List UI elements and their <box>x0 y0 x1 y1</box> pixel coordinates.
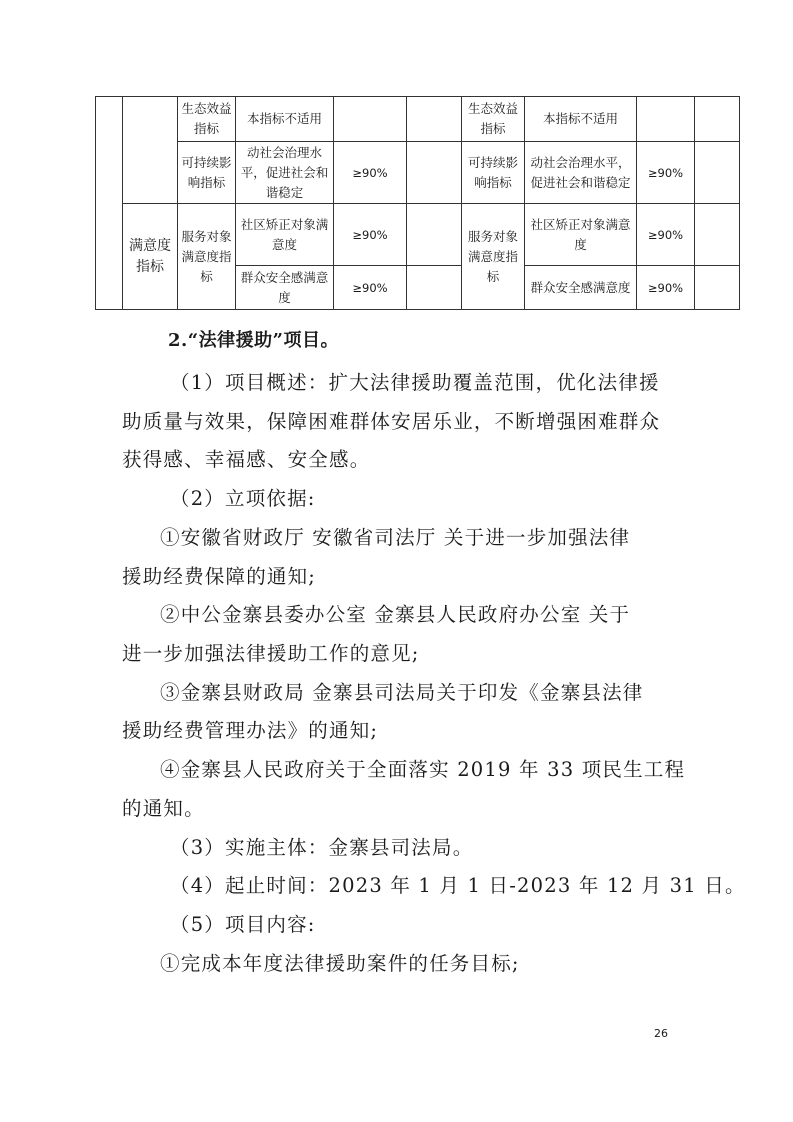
table-cell <box>407 204 462 266</box>
table-cell: 本指标不适用 <box>236 97 334 142</box>
paragraph-line: ①完成本年度法律援助案件的任务目标; <box>160 952 520 975</box>
paragraph-line: 的通知。 <box>122 797 205 820</box>
table-cell: ≥90% <box>334 142 407 204</box>
table-cell: 社区矫正对象满意度 <box>525 204 637 266</box>
indicator-table <box>95 96 740 310</box>
table-cell <box>695 204 740 266</box>
table-cell <box>695 266 740 310</box>
table-cell: 群众安全感满意度 <box>525 266 637 310</box>
table-cell <box>334 97 407 142</box>
table-cell <box>637 97 695 142</box>
paragraph-line: 助质量与效果，保障困难群体安居乐业，不断增强困难群众 <box>122 410 661 433</box>
table-row <box>96 204 740 266</box>
paragraph-line: 援助经费保障的通知; <box>122 565 317 588</box>
paragraph-line: ①安徽省财政厅 安徽省司法厅 关于进一步加强法律 <box>160 526 631 549</box>
table-cell: 动社会治理水平，促进社会和谐稳定 <box>236 142 334 204</box>
table-row <box>96 142 740 204</box>
paragraph-line: 获得感、幸福感、安全感。 <box>122 448 371 471</box>
paragraph-line: （4）起止时间：2023 年 1 月 1 日-2023 年 12 月 31 日。 <box>170 874 746 897</box>
table-cell <box>407 97 462 142</box>
paragraph-line: ②中公金寨县委办公室 金寨县人民政府办公室 关于 <box>160 603 631 626</box>
table-cell: 服务对象满意度指标 <box>462 204 525 310</box>
table-cell: ≥90% <box>334 204 407 266</box>
table-cell <box>695 142 740 204</box>
table-cell: 群众安全感满意度 <box>236 266 334 310</box>
table-cell: ≥90% <box>334 266 407 310</box>
table-cell: ≥90% <box>637 142 695 204</box>
paragraph-line: （1）项目概述：扩大法律援助覆盖范围，优化法律援 <box>170 371 660 394</box>
paragraph-line: （5）项目内容: <box>170 913 316 936</box>
table-cell <box>407 266 462 310</box>
paragraph-line: 援助经费管理办法》的通知; <box>122 719 379 742</box>
paragraph-line: （2）立项依据: <box>170 487 316 510</box>
table-cell <box>96 97 123 310</box>
table-cell: 服务对象满意度指标 <box>178 204 236 310</box>
table-cell: 满意度指标 <box>123 204 178 310</box>
paragraph-line: ③金寨县财政局 金寨县司法局关于印发《金寨县法律 <box>160 681 644 704</box>
table-cell: 生态效益指标 <box>462 97 525 142</box>
table-cell: ≥90% <box>637 204 695 266</box>
table-cell <box>407 142 462 204</box>
table-cell: 可持续影响指标 <box>462 142 525 204</box>
table-cell: 生态效益指标 <box>178 97 236 142</box>
paragraph-line: ④金寨县人民政府关于全面落实 2019 年 33 项民生工程 <box>160 758 686 781</box>
table-row <box>96 97 740 142</box>
table-cell: 社区矫正对象满意度 <box>236 204 334 266</box>
table-cell: 可持续影响指标 <box>178 142 236 204</box>
section-heading: 2.“法律援助”项目。 <box>168 330 339 351</box>
table-cell <box>123 97 178 204</box>
paragraph-line: （3）实施主体：金寨县司法局。 <box>170 836 474 859</box>
table-cell: 动社会治理水平，促进社会和谐稳定 <box>525 142 637 204</box>
table-cell <box>695 97 740 142</box>
table-cell: ≥90% <box>637 266 695 310</box>
page-number: 26 <box>654 1027 668 1040</box>
table-cell: 本指标不适用 <box>525 97 637 142</box>
paragraph-line: 进一步加强法律援助工作的意见; <box>122 642 420 665</box>
